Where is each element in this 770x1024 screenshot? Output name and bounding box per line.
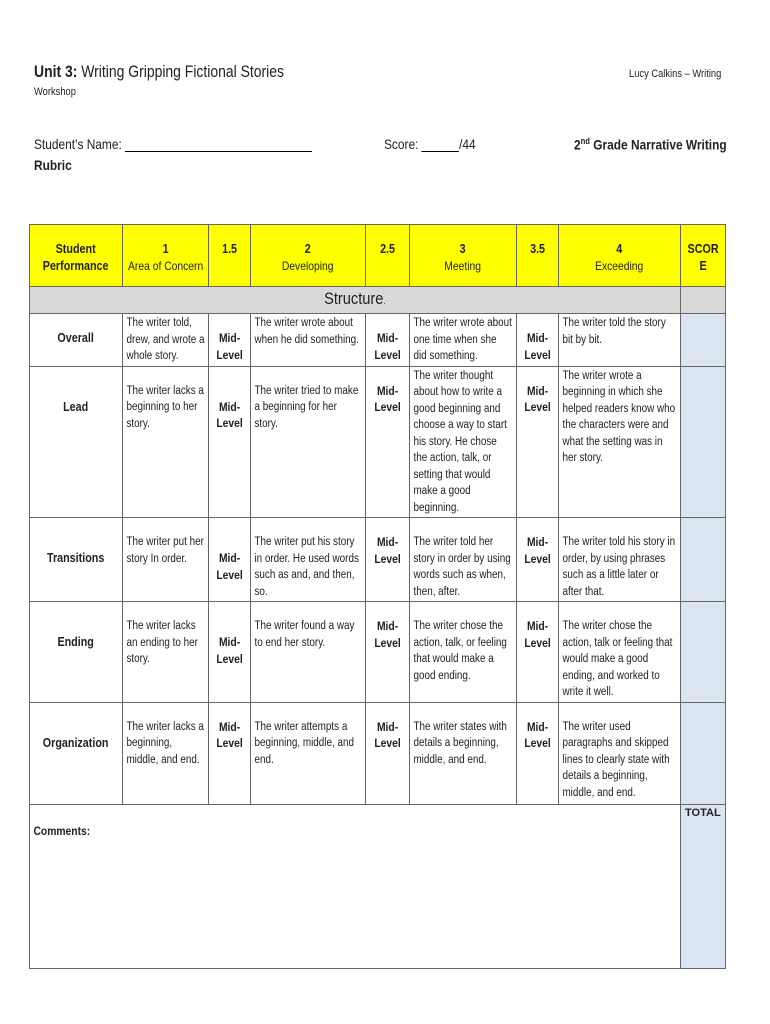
total-label: TOTAL bbox=[685, 806, 721, 819]
rubric-cell: The writer lacks a beginning to her story. bbox=[122, 366, 208, 518]
score-input-cell[interactable] bbox=[680, 314, 725, 367]
score-field[interactable] bbox=[422, 137, 459, 152]
mid-level-cell: Mid-Level bbox=[516, 602, 558, 703]
mid-level-cell: Mid-Level bbox=[209, 366, 251, 518]
table-row bbox=[30, 518, 726, 602]
section-title-cell bbox=[30, 287, 681, 314]
comments-row bbox=[30, 804, 726, 968]
score-total: /44 bbox=[459, 136, 476, 152]
rubric-cell: The writer put his story in order. He used words such as and, and then, so. bbox=[251, 518, 366, 602]
score-input-cell[interactable] bbox=[680, 602, 725, 703]
rubric-cell: The writer chose the action, talk, or feeling that would make a good ending. bbox=[410, 602, 517, 703]
page-title bbox=[34, 62, 284, 82]
grade-suffix: nd bbox=[580, 136, 590, 146]
col-header-3 bbox=[410, 225, 517, 287]
section-title: Structure. bbox=[324, 289, 386, 308]
rubric-label: Rubric bbox=[34, 157, 72, 173]
col-num: 1 bbox=[162, 242, 169, 256]
rubric-cell: The writer lacks an ending to her story. bbox=[122, 602, 208, 703]
rubric-cell: The writer wrote about one time when she did something. bbox=[410, 314, 517, 367]
score-label: Score: bbox=[384, 136, 419, 152]
mid-level-cell: Mid-Level bbox=[365, 366, 409, 518]
col-num: 4 bbox=[616, 242, 623, 256]
mid-level-cell: Mid-Level bbox=[209, 518, 251, 602]
rubric-cell: The writer found a way to end her story. bbox=[251, 602, 366, 703]
rubric-cell: The writer wrote about when he did something. bbox=[251, 314, 366, 367]
comments-label: Comments: bbox=[33, 823, 91, 838]
rubric-cell: The writer used paragraphs and skipped lines to clearly state with details a beginning, middle, and end. bbox=[559, 702, 681, 804]
col-desc: Area of Concern bbox=[127, 258, 203, 273]
col-header-3-5: 3.5 bbox=[516, 225, 558, 287]
table-row bbox=[30, 366, 726, 518]
mid-level-cell: Mid-Level bbox=[365, 702, 409, 804]
grade-text: Grade Narrative Writing bbox=[589, 136, 727, 153]
header-row bbox=[30, 225, 726, 287]
score-input-cell[interactable] bbox=[680, 366, 725, 518]
title-text: Writing Gripping Fictional Stories bbox=[77, 62, 284, 81]
table-row bbox=[30, 314, 726, 367]
row-label: Organization bbox=[30, 702, 123, 804]
mid-level-cell: Mid-Level bbox=[516, 702, 558, 804]
rubric-cell: The writer states with details a beginning, middle, and end. bbox=[410, 702, 517, 804]
mid-level-cell: Mid-Level bbox=[209, 314, 251, 367]
row-label: Lead bbox=[30, 366, 123, 518]
col-num: 3 bbox=[459, 242, 466, 256]
grade-title bbox=[574, 136, 727, 153]
row-label: Overall bbox=[30, 314, 123, 367]
table-row bbox=[30, 702, 726, 804]
col-header-1-5: 1.5 bbox=[209, 225, 251, 287]
source-label: Lucy Calkins – Writing bbox=[629, 68, 722, 80]
rubric-cell: The writer chose the action, talk or feeling that would make a good ending, and worked to write it well. bbox=[559, 602, 681, 703]
mid-level-cell: Mid-Level bbox=[516, 518, 558, 602]
rubric-cell: The writer told her story in order by using words such as when, then, after. bbox=[410, 518, 517, 602]
rubric-cell: The writer wrote a beginning in which she helped readers know who the characters were and what the setting was in her story. bbox=[559, 366, 681, 518]
col-header-4 bbox=[559, 225, 681, 287]
title-unit: Unit 3: bbox=[34, 62, 78, 81]
mid-level-cell: Mid-Level bbox=[365, 602, 409, 703]
rubric-cell: The writer lacks a beginning, middle, and end. bbox=[122, 702, 208, 804]
mid-level-cell: Mid-Level bbox=[365, 314, 409, 367]
total-cell[interactable] bbox=[680, 804, 725, 968]
student-name-label: Student’s Name: bbox=[34, 136, 122, 152]
student-name-row bbox=[34, 136, 312, 152]
rubric-cell: The writer told, drew, and wrote a whole story. bbox=[122, 314, 208, 367]
rubric-cell: The writer thought about how to write a good beginning and choose a way to start his story. He chose the action, talk, or setting that would make a good beginning. bbox=[410, 366, 517, 518]
comments-cell[interactable] bbox=[30, 804, 681, 968]
table-row bbox=[30, 602, 726, 703]
col-header-2-5: 2.5 bbox=[365, 225, 409, 287]
mid-level-cell: Mid-Level bbox=[209, 702, 251, 804]
grade-number: 2 bbox=[574, 136, 581, 153]
student-name-field[interactable] bbox=[125, 137, 312, 152]
rubric-cell: The writer told his story in order, by using phrases such as a little later or after that. bbox=[559, 518, 681, 602]
mid-level-cell: Mid-Level bbox=[516, 314, 558, 367]
row-label: Ending bbox=[30, 602, 123, 703]
rubric-table bbox=[29, 224, 726, 969]
mid-level-cell: Mid-Level bbox=[365, 518, 409, 602]
col-desc: Exceeding bbox=[595, 258, 644, 273]
col-desc: Developing bbox=[282, 258, 334, 273]
col-num: 2 bbox=[304, 242, 311, 256]
mid-level-cell: Mid-Level bbox=[516, 366, 558, 518]
rubric-cell: The writer tried to make a beginning for her story. bbox=[251, 366, 366, 518]
col-header-score: SCOR E bbox=[680, 225, 725, 287]
rubric-cell: The writer told the story bit by bit. bbox=[559, 314, 681, 367]
rubric-cell: The writer put her story In order. bbox=[122, 518, 208, 602]
row-label: Transitions bbox=[30, 518, 123, 602]
section-row bbox=[30, 287, 726, 314]
mid-level-cell: Mid-Level bbox=[209, 602, 251, 703]
col-header-1 bbox=[122, 225, 208, 287]
col-header-student: Student Performance bbox=[30, 225, 123, 287]
col-header-2 bbox=[251, 225, 366, 287]
subtitle: Workshop bbox=[34, 86, 76, 98]
section-score-cell bbox=[680, 287, 725, 314]
score-row bbox=[384, 136, 476, 152]
col-desc: Meeting bbox=[444, 258, 482, 273]
rubric-cell: The writer attempts a beginning, middle, and end. bbox=[251, 702, 366, 804]
score-input-cell[interactable] bbox=[680, 518, 725, 602]
score-input-cell[interactable] bbox=[680, 702, 725, 804]
